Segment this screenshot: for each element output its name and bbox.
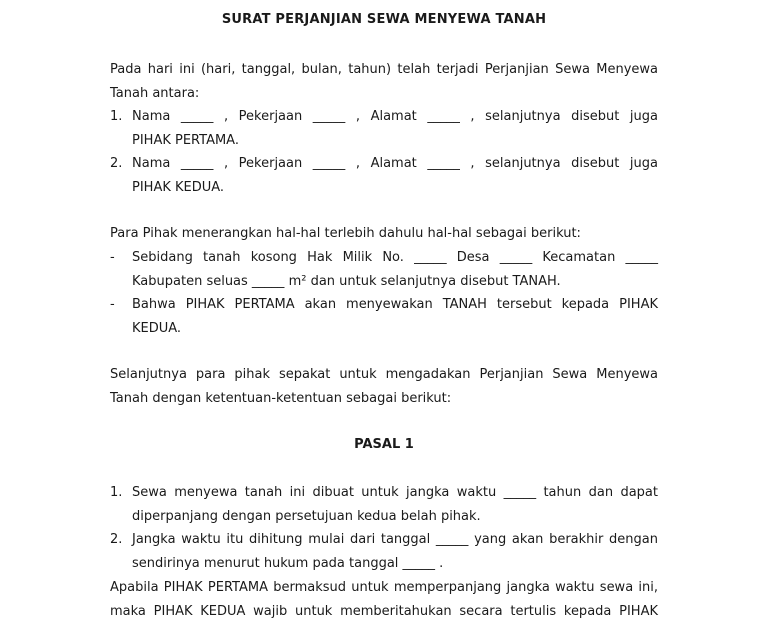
- party-1-line-2: PIHAK PERTAMA.: [132, 132, 239, 148]
- agreement-line-1: Selanjutnya para pihak sepakat untuk mengadakan Perjanjian Sewa Menyewa: [110, 367, 658, 382]
- pasal-1-item-1-line-1: Sewa menyewa tanah ini dibuat untuk jangka waktu _____ tahun dan dapat: [132, 485, 658, 500]
- closing-line-2: maka PIHAK KEDUA wajib untuk memberitahukan secara tertulis kepada PIHAK: [110, 603, 658, 619]
- opening-line-2: Tanah antara:: [110, 85, 200, 101]
- parties-list: [110, 105, 658, 199]
- recital-item-1: [110, 246, 658, 293]
- party-item-2: [110, 152, 658, 199]
- recital-2-line-1: Bahwa PIHAK PERTAMA akan menyewakan TANAH tersebut kepada PIHAK: [132, 297, 658, 312]
- recital-item-2: [110, 293, 658, 340]
- list-marker: -: [110, 250, 115, 265]
- pasal-1-item-2-line-1: Jangka waktu itu dihitung mulai dari tanggal _____ yang akan berakhir dengan: [132, 532, 658, 547]
- pasal-1-item-2-line-2: sendirinya menurut hukum pada tanggal _____ .: [132, 555, 444, 571]
- pasal-1-list: [110, 481, 658, 575]
- party-2-line-1: Nama _____ , Pekerjaan _____ , Alamat _____ , selanjutnya disebut juga: [132, 156, 658, 171]
- opening-paragraph: [110, 58, 658, 105]
- document-title: SURAT PERJANJIAN SEWA MENYEWA TANAH: [221, 12, 547, 27]
- recital-2-line-2: KEDUA.: [132, 320, 182, 336]
- list-marker: 2.: [110, 156, 123, 171]
- recitals-list: [110, 246, 658, 340]
- list-marker: 1.: [110, 109, 123, 124]
- recital-1-line-2: Kabupaten seluas _____ m² dan untuk selanjutnya disebut TANAH.: [132, 273, 561, 289]
- party-1-line-1: Nama _____ , Pekerjaan _____ , Alamat _____ , selanjutnya disebut juga: [132, 109, 658, 124]
- pasal-1-item-1: [110, 481, 658, 528]
- pasal-1-heading: PASAL 1: [354, 437, 414, 452]
- list-marker: 2.: [110, 532, 123, 547]
- agreement-line-2: Tanah dengan ketentuan-ketentuan sebagai berikut:: [110, 390, 452, 406]
- opening-line-1: Pada hari ini (hari, tanggal, bulan, tahun) telah terjadi Perjanjian Sewa Menyewa: [110, 62, 658, 77]
- list-marker: 1.: [110, 485, 123, 500]
- closing-line-1: Apabila PIHAK PERTAMA bermaksud untuk memperpanjang jangka waktu sewa ini,: [110, 580, 658, 595]
- recitals-intro: Para Pihak menerangkan hal-hal terlebih dahulu hal-hal sebagai berikut:: [110, 226, 581, 241]
- pasal-1-item-2: [110, 528, 658, 575]
- list-marker: -: [110, 297, 115, 312]
- agreement-paragraph: [110, 363, 658, 410]
- party-item-1: [110, 105, 658, 152]
- pasal-1-closing-paragraph: [110, 576, 658, 623]
- party-2-line-2: PIHAK KEDUA.: [132, 179, 225, 195]
- recital-1-line-1: Sebidang tanah kosong Hak Milik No. _____ Desa _____ Kecamatan _____: [132, 250, 658, 265]
- pasal-1-item-1-line-2: diperpanjang dengan persetujuan kedua belah pihak.: [132, 508, 481, 524]
